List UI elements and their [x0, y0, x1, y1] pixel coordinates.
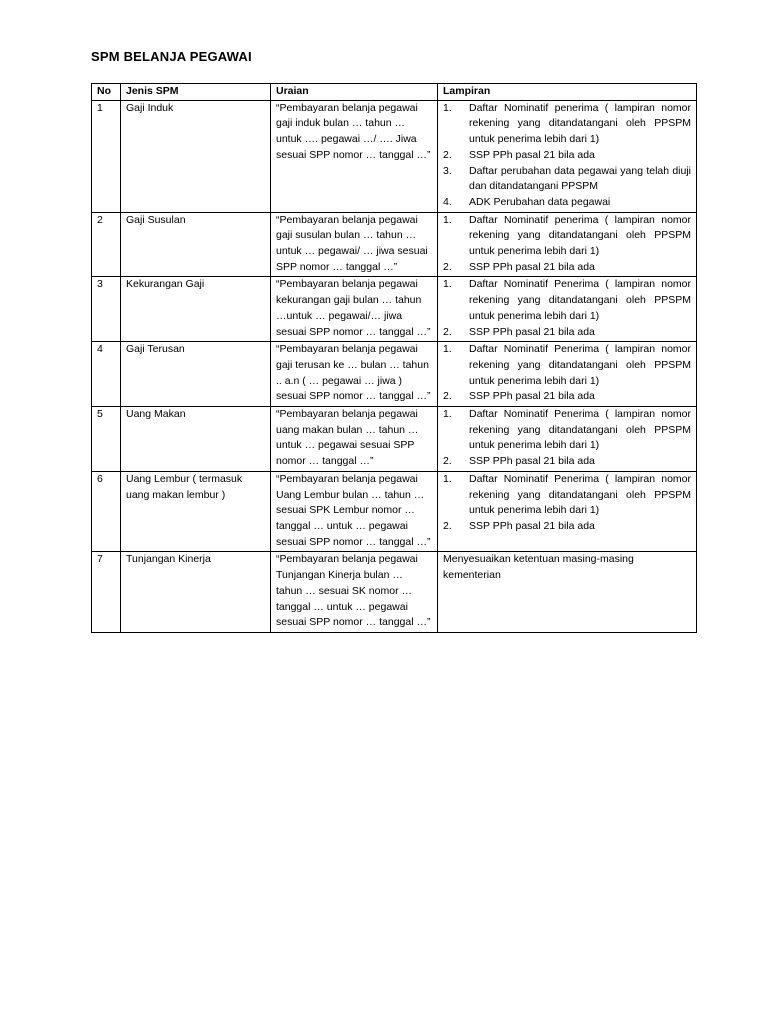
uraian-cell: “Pembayaran belanja pegawai Uang Lembur bulan … tahun … sesuai SPK Lembur nomor … tanggal … untuk … pegawai sesuai SPP nomor … tanggal …”	[271, 471, 438, 552]
list-item	[443, 389, 691, 405]
list-item-text: Daftar Nominatif Penerima ( lampiran nomor rekening yang ditandatangani oleh PPSPM untuk penerima lebih dari 1)	[469, 408, 691, 452]
list-item	[443, 164, 691, 195]
list-item-text: SSP PPh pasal 21 bila ada	[469, 390, 595, 403]
row-number: 5	[92, 407, 121, 472]
uraian-cell: “Pembayaran belanja pegawai gaji susulan bulan … tahun … untuk … pegawai/ … jiwa sesuai SPP nomor … tanggal …”	[271, 212, 438, 277]
list-item-text: ADK Perubahan data pegawai	[469, 195, 611, 208]
list-item	[443, 277, 691, 324]
jenis-spm-cell: Gaji Induk	[121, 100, 271, 212]
table-row	[92, 277, 697, 342]
row-number: 1	[92, 100, 121, 212]
list-item	[443, 148, 691, 164]
list-item-text: SSP PPh pasal 21 bila ada	[469, 325, 595, 338]
list-item-text: SSP PPh pasal 21 bila ada	[469, 455, 595, 468]
list-item	[443, 472, 691, 519]
table-header-row	[92, 84, 697, 101]
uraian-cell: “Pembayaran belanja pegawai Tunjangan Kinerja bulan … tahun … sesuai SK nomor … tanggal … untuk … pegawai sesuai SPP nomor … tanggal …”	[271, 552, 438, 633]
header-uraian: Uraian	[271, 84, 438, 101]
row-number: 7	[92, 552, 121, 633]
list-item-number: 4.	[443, 195, 452, 208]
lampiran-list	[443, 407, 691, 470]
list-item	[443, 519, 691, 535]
jenis-spm-cell: Gaji Terusan	[121, 342, 271, 407]
list-item	[443, 407, 691, 454]
table-row	[92, 342, 697, 407]
list-item-text: Daftar Nominatif Penerima ( lampiran nomor rekening yang ditandatangani oleh PPSPM untuk penerima lebih dari 1)	[469, 472, 691, 517]
list-item-number: 2.	[443, 325, 452, 338]
jenis-spm-cell: Tunjangan Kinerja	[121, 552, 271, 633]
table-row	[92, 212, 697, 277]
list-item	[443, 342, 691, 389]
list-item	[443, 101, 691, 148]
jenis-spm-cell: Uang Makan	[121, 407, 271, 472]
table-row	[92, 471, 697, 552]
spm-table	[91, 83, 697, 633]
lampiran-list	[443, 342, 691, 405]
lampiran-list	[443, 101, 691, 211]
row-number: 3	[92, 277, 121, 342]
list-item-number: 3.	[443, 164, 452, 177]
list-item-number: 1.	[443, 408, 452, 421]
list-item	[443, 260, 691, 276]
list-item-number: 2.	[443, 390, 452, 403]
list-item-number: 2.	[443, 519, 452, 532]
list-item	[443, 213, 691, 260]
uraian-cell: “Pembayaran belanja pegawai gaji induk bulan … tahun … untuk …. pegawai …/ …. Jiwa sesuai SPP nomor … tanggal …”	[271, 100, 438, 212]
lampiran-cell	[438, 100, 697, 212]
table-row	[92, 552, 697, 633]
jenis-spm-cell: Gaji Susulan	[121, 212, 271, 277]
list-item-text: SSP PPh pasal 21 bila ada	[469, 260, 595, 273]
lampiran-list	[443, 472, 691, 535]
list-item-number: 2.	[443, 148, 452, 161]
list-item-number: 1.	[443, 472, 452, 485]
list-item-text: Daftar Nominatif penerima ( lampiran nomor rekening yang ditandatangani oleh PPSPM untuk penerima lebih dari 1)	[469, 213, 691, 258]
list-item-text: Daftar perubahan data pegawai yang telah diuji dan ditandatangani PPSPM	[469, 164, 691, 193]
list-item-number: 1.	[443, 101, 452, 114]
list-item-number: 2.	[443, 455, 452, 468]
header-lampiran: Lampiran	[438, 84, 697, 101]
lampiran-cell	[438, 212, 697, 277]
list-item-number: 1.	[443, 343, 452, 356]
row-number: 4	[92, 342, 121, 407]
uraian-cell: “Pembayaran belanja pegawai kekurangan gaji bulan … tahun …untuk … pegawai/… jiwa sesuai SPP nomor … tanggal …”	[271, 277, 438, 342]
list-item-text: Daftar Nominatif Penerima ( lampiran nomor rekening yang ditandatangani oleh PPSPM untuk penerima lebih dari 1)	[469, 278, 691, 322]
list-item	[443, 195, 691, 211]
lampiran-cell	[438, 277, 697, 342]
jenis-spm-cell: Kekurangan Gaji	[121, 277, 271, 342]
row-number: 2	[92, 212, 121, 277]
lampiran-cell	[438, 407, 697, 472]
list-item	[443, 454, 691, 470]
row-number: 6	[92, 471, 121, 552]
lampiran-list	[443, 213, 691, 276]
list-item-text: SSP PPh pasal 21 bila ada	[469, 148, 595, 161]
page-title: SPM BELANJA PEGAWAI	[91, 49, 252, 64]
lampiran-cell	[438, 471, 697, 552]
list-item-text: Daftar Nominatif penerima ( lampiran nomor rekening yang ditandatangani oleh PPSPM untuk penerima lebih dari 1)	[469, 101, 691, 146]
uraian-cell: “Pembayaran belanja pegawai uang makan bulan … tahun … untuk … pegawai sesuai SPP nomor … tanggal …”	[271, 407, 438, 472]
list-item	[443, 325, 691, 341]
list-item-number: 1.	[443, 213, 452, 226]
uraian-cell: “Pembayaran belanja pegawai gaji terusan ke … bulan … tahun .. a.n ( … pegawai … jiwa ) sesuai SPP nomor … tanggal …”	[271, 342, 438, 407]
jenis-spm-cell: Uang Lembur ( termasuk uang makan lembur )	[121, 471, 271, 552]
list-item-text: SSP PPh pasal 21 bila ada	[469, 519, 595, 532]
lampiran-list	[443, 277, 691, 340]
list-item-number: 1.	[443, 278, 452, 291]
header-jenis-spm: Jenis SPM	[121, 84, 271, 101]
lampiran-cell: Menyesuaikan ketentuan masing-masing kementerian	[438, 552, 697, 633]
table-row	[92, 100, 697, 212]
table-row	[92, 407, 697, 472]
list-item-number: 2.	[443, 260, 452, 273]
lampiran-cell	[438, 342, 697, 407]
list-item-text: Daftar Nominatif Penerima ( lampiran nomor rekening yang ditandatangani oleh PPSPM untuk penerima lebih dari 1)	[469, 343, 691, 387]
header-no: No	[92, 84, 121, 101]
